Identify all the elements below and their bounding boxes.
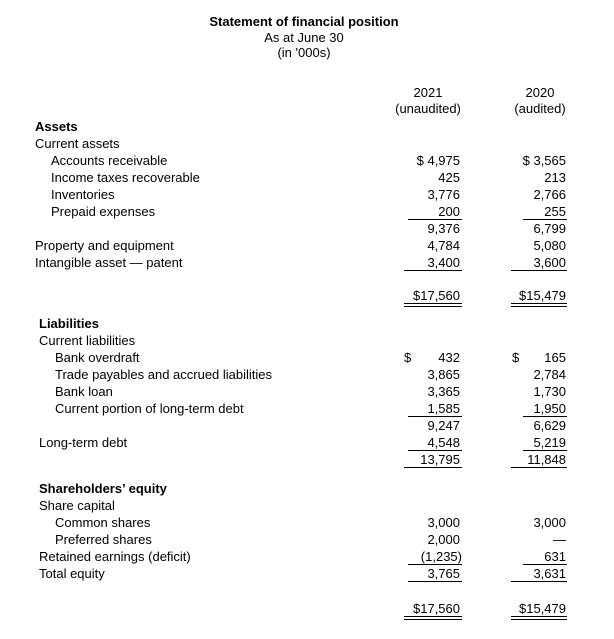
total-assets-2020: $15,479 xyxy=(519,288,566,303)
total-assets-2021: $17,560 xyxy=(413,288,460,303)
subtotal-rule xyxy=(511,581,567,582)
total-rule xyxy=(511,303,567,307)
current-liabilities-total-2021: 9,247 xyxy=(427,418,460,433)
value-2021: 3,000 xyxy=(427,515,460,530)
value-2021: 200 xyxy=(438,204,460,219)
value-2020: 5,080 xyxy=(533,238,566,253)
row-label: Bank overdraft xyxy=(55,350,140,365)
total-liabilities-2020: 11,848 xyxy=(527,452,566,467)
row-label: Bank loan xyxy=(55,384,113,399)
value-2020: — xyxy=(553,532,566,547)
row-label: Property and equipment xyxy=(35,238,174,253)
row-label: Retained earnings (deficit) xyxy=(39,549,191,564)
column-note-2020: (audited) xyxy=(514,101,566,116)
total-liabilities-2021: 13,795 xyxy=(420,452,460,467)
subtotal-rule xyxy=(408,416,462,417)
value-2021: 425 xyxy=(438,170,460,185)
value-2020: 165 xyxy=(544,350,566,365)
value-2021: 3,865 xyxy=(427,367,460,382)
total-equity-2020: 3,631 xyxy=(533,566,566,581)
equity-heading: Shareholders’ equity xyxy=(39,481,167,496)
value-2020: $ 3,565 xyxy=(522,153,566,168)
currency-symbol-2021: $ xyxy=(404,350,412,365)
row-label: Prepaid expenses xyxy=(51,204,156,219)
value-2021: (1,235) xyxy=(420,549,462,564)
row-label: Trade payables and accrued liabilities xyxy=(55,367,273,382)
value-2021: 2,000 xyxy=(427,532,460,547)
current-assets-total-2020: 6,799 xyxy=(533,221,566,236)
share-capital-heading: Share capital xyxy=(39,498,115,513)
value-2021: 4,784 xyxy=(427,238,460,253)
row-label: Intangible asset — patent xyxy=(35,255,183,270)
column-note-2021: (unaudited) xyxy=(395,101,461,116)
subtotal-rule xyxy=(404,467,462,468)
total-rule xyxy=(511,616,567,620)
subtotal-rule xyxy=(523,416,567,417)
subtotal-rule xyxy=(523,564,567,565)
subtotal-rule xyxy=(511,270,567,271)
total-rule xyxy=(404,303,462,307)
row-label: Current portion of long-term debt xyxy=(55,401,244,416)
row-label: Accounts receivable xyxy=(51,153,168,168)
subtotal-rule xyxy=(511,467,567,468)
subtotal-rule xyxy=(408,564,462,565)
subtotal-rule xyxy=(408,581,462,582)
currency-symbol-2020: $ xyxy=(512,350,520,365)
current-liabilities-total-2020: 6,629 xyxy=(533,418,566,433)
current-liabilities-heading: Current liabilities xyxy=(39,333,136,348)
statement-date: As at June 30 xyxy=(264,30,344,45)
subtotal-rule xyxy=(408,450,462,451)
row-label: Long-term debt xyxy=(39,435,128,450)
total-rule xyxy=(404,616,462,620)
value-2020: 2,784 xyxy=(533,367,566,382)
value-2020: 5,219 xyxy=(533,435,566,450)
value-2021: 4,548 xyxy=(427,435,460,450)
value-2021: 432 xyxy=(438,350,460,365)
subtotal-rule xyxy=(404,270,462,271)
statement-title: Statement of financial position xyxy=(209,14,399,29)
value-2020: 3,600 xyxy=(533,255,566,270)
subtotal-rule xyxy=(523,219,567,220)
value-2021: 3,776 xyxy=(427,187,460,202)
current-assets-heading: Current assets xyxy=(35,136,120,151)
value-2021: 3,400 xyxy=(427,255,460,270)
row-label: Common shares xyxy=(55,515,151,530)
row-label: Inventories xyxy=(51,187,115,202)
statement-units: (in '000s) xyxy=(277,45,331,60)
value-2021: 3,365 xyxy=(427,384,460,399)
total-liabilities-equity-2020: $15,479 xyxy=(519,601,566,616)
row-label: Income taxes recoverable xyxy=(51,170,200,185)
value-2020: 255 xyxy=(544,204,566,219)
value-2021: $ 4,975 xyxy=(416,153,460,168)
total-liabilities-equity-2021: $17,560 xyxy=(413,601,460,616)
subtotal-rule xyxy=(523,450,567,451)
assets-heading: Assets xyxy=(35,119,78,134)
column-header-2020: 2020 xyxy=(525,85,555,100)
value-2020: 2,766 xyxy=(533,187,566,202)
liabilities-heading: Liabilities xyxy=(39,316,99,331)
row-label: Total equity xyxy=(39,566,105,581)
current-assets-total-2021: 9,376 xyxy=(427,221,460,236)
row-label: Preferred shares xyxy=(55,532,152,547)
column-header-2021: 2021 xyxy=(413,85,443,100)
subtotal-rule xyxy=(408,219,462,220)
value-2021: 1,585 xyxy=(427,401,460,416)
total-equity-2021: 3,765 xyxy=(427,566,460,581)
value-2020: 213 xyxy=(544,170,566,185)
value-2020: 1,730 xyxy=(533,384,566,399)
value-2020: 1,950 xyxy=(533,401,566,416)
value-2020: 631 xyxy=(544,549,566,564)
value-2020: 3,000 xyxy=(533,515,566,530)
